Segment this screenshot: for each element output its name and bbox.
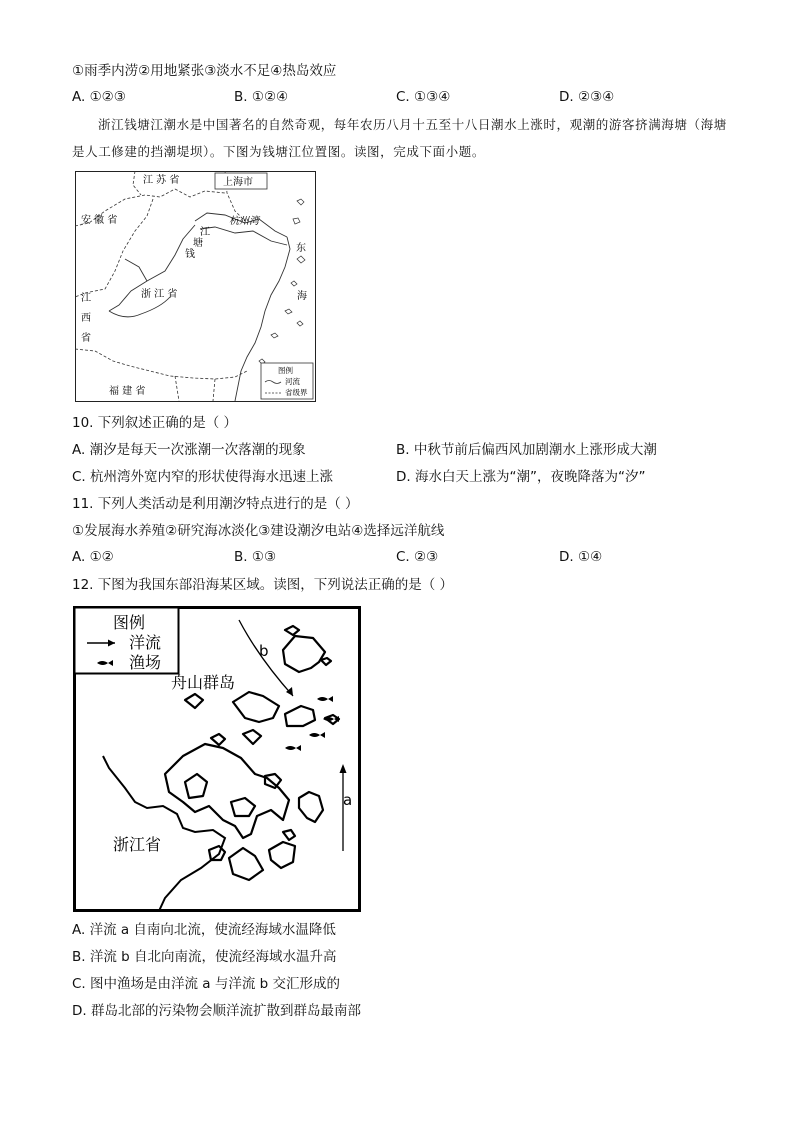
label-fujian: 福 建 省 xyxy=(109,386,146,397)
qiantang-map xyxy=(75,171,316,402)
passage xyxy=(72,111,732,165)
label-zhoushan: 舟山群岛 xyxy=(171,673,236,692)
q9-option-b: B. ①②④ xyxy=(234,89,289,105)
label-zhejiang-2: 浙江省 xyxy=(113,835,162,854)
label-jiangxi-3: 省 xyxy=(81,333,91,344)
label-shanghai: 上海市 xyxy=(223,177,253,188)
label-anhui: 安 徽 省 xyxy=(81,215,118,226)
label-jiangxi-2: 西 xyxy=(81,313,91,324)
q11-option-c: C. ②③ xyxy=(396,549,439,565)
q11-stem: 11. 下列人类活动是利用潮汐特点进行的是（ ） xyxy=(72,496,359,512)
label-b: b xyxy=(259,642,269,660)
label-zhejiang: 浙 江 省 xyxy=(141,289,178,300)
q12-option-c: C. 图中渔场是由洋流 a 与洋流 b 交汇形成的 xyxy=(72,976,341,992)
zhoushan-map xyxy=(73,606,361,912)
q11-options xyxy=(72,549,752,567)
label-jiangsu: 江 苏 省 xyxy=(143,175,180,186)
label-tang: 塘 xyxy=(193,238,203,249)
label-jiangxi-1: 江 xyxy=(81,293,91,304)
q10-option-a: A. 潮汐是每天一次涨潮一次落潮的现象 xyxy=(72,442,306,458)
legend-title-2: 图例 xyxy=(113,613,146,632)
legend-river: 河流 xyxy=(285,377,300,386)
legend-title: 图例 xyxy=(278,366,293,375)
q9-items: ①雨季内涝②用地紧张③淡水不足④热岛效应 xyxy=(72,63,337,79)
q10-option-c: C. 杭州湾外宽内窄的形状使得海水迅速上涨 xyxy=(72,469,334,485)
q11-option-a: A. ①② xyxy=(72,549,114,565)
q11-option-d: D. ①④ xyxy=(559,549,603,565)
label-jiang: 江 xyxy=(200,227,210,238)
q9-option-d: D. ②③④ xyxy=(559,89,615,105)
map1-legend xyxy=(261,363,313,399)
label-hai: 海 xyxy=(297,291,307,302)
q10-stem: 10. 下列叙述正确的是（ ） xyxy=(72,415,238,431)
label-qian: 钱 xyxy=(185,249,195,260)
legend-current: 洋流 xyxy=(129,633,162,652)
q12-option-d: D. 群岛北部的污染物会顺洋流扩散到群岛最南部 xyxy=(72,1003,361,1019)
label-hangzhouwan: 杭州湾 xyxy=(229,216,259,227)
q12-stem: 12. 下图为我国东部沿海某区域。读图，下列说法正确的是（ ） xyxy=(72,577,454,593)
q9-option-a: A. ①②③ xyxy=(72,89,126,105)
q12-option-b: B. 洋流 b 自北向南流，使流经海域水温升高 xyxy=(72,949,337,965)
legend-fishery: 渔场 xyxy=(129,653,162,672)
q10-option-b: B. 中秋节前后偏西风加剧潮水上涨形成大潮 xyxy=(396,442,657,458)
q9-options xyxy=(72,89,752,107)
q11-items: ①发展海水养殖②研究海冰淡化③建设潮汐电站④选择远洋航线 xyxy=(72,523,445,539)
label-dong: 东 xyxy=(296,243,306,254)
passage-text: 浙江钱塘江潮水是中国著名的自然奇观，每年农历八月十五至十八日潮水上涨时，观潮的游客挤满海塘（海塘是人工修建的挡潮堤坝）。下图为钱塘江位置图。读图，完成下面小题。 xyxy=(72,117,727,159)
label-a: a xyxy=(343,791,353,809)
legend-boundary: 省级界 xyxy=(285,388,308,397)
q12-option-a: A. 洋流 a 自南向北流，使流经海域水温降低 xyxy=(72,922,336,938)
q11-option-b: B. ①③ xyxy=(234,549,277,565)
q9-option-c: C. ①③④ xyxy=(396,89,451,105)
q10-option-d: D. 海水白天上涨为“潮”，夜晚降落为“汐” xyxy=(396,469,646,485)
